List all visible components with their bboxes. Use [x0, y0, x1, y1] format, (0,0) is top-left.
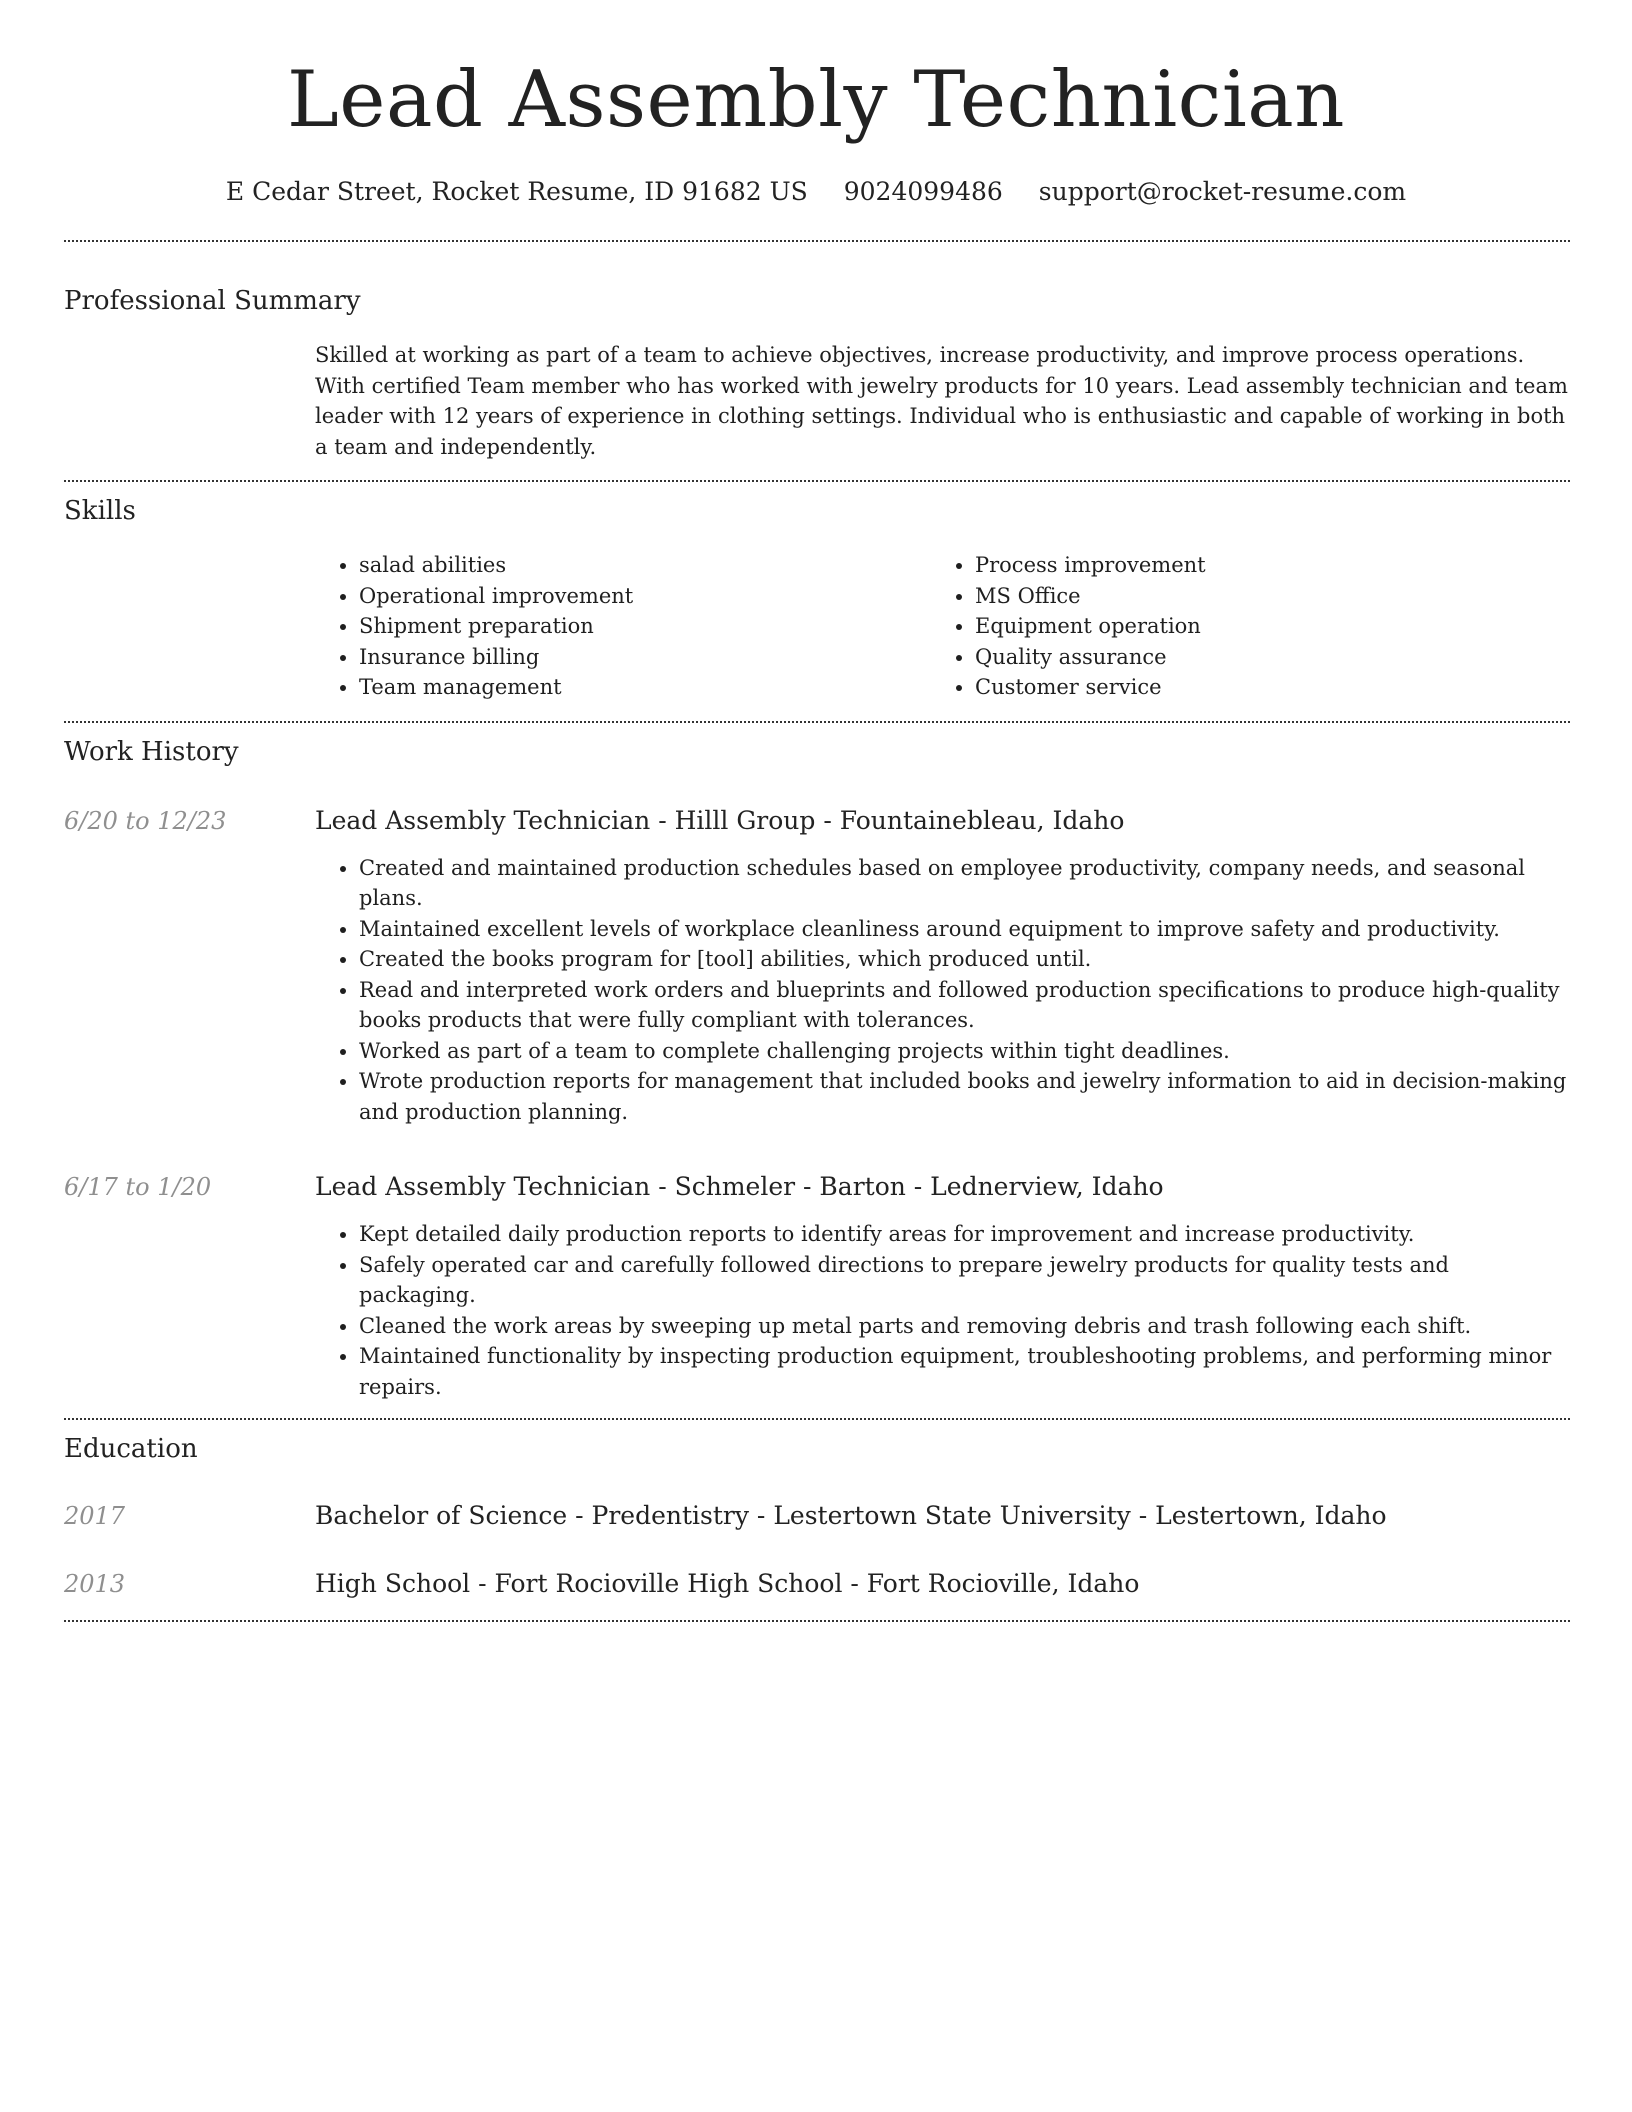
job-title: Lead Assembly Technician - Schmeler - Barton - Lednerview, Idaho — [315, 1172, 1164, 1201]
skill-item: • Equipment operation — [975, 611, 1547, 642]
skill-item: • Shipment preparation — [359, 611, 931, 642]
work-history-heading: Work History — [64, 736, 239, 767]
contact-phone: 9024099486 — [843, 177, 1003, 206]
job-duty: • Read and interpreted work orders and blueprints and followed production specifications to produce high-quality books products that were fully compliant with tolerances. — [359, 975, 1570, 1036]
resume-header — [0, 0, 1632, 208]
job-dates: 6/20 to 12/23 — [64, 806, 227, 835]
education-section — [64, 1420, 1570, 1620]
education-year: 2017 — [64, 1502, 126, 1530]
job-duty: • Created the books program for [tool] abilities, which produced until. — [359, 944, 1570, 975]
job-duty: • Wrote production reports for management that included books and jewelry information to aid in decision-making and production planning. — [359, 1066, 1570, 1127]
candidate-name: Lead Assembly Technician — [286, 55, 1346, 145]
job-duties-list — [315, 837, 1570, 1128]
job-duty: • Safely operated car and carefully followed directions to prepare jewelry products for quality tests and packaging. — [359, 1250, 1570, 1311]
education-entry — [64, 1532, 1570, 1620]
contact-email: support@rocket-resume.com — [1038, 177, 1407, 206]
summary-text: Skilled at working as part of a team to achieve objectives, increase productivity, and improve process operations. With certified Team member who has worked with jewelry products for 10 years. Lead assembly technician and team leader with 12 years of experience in clothing settings. Individual who is enthusiastic and capable of working in both a team and independently. — [315, 343, 1568, 459]
education-heading: Education — [64, 1434, 198, 1464]
summary-section — [64, 242, 1570, 480]
skill-item: • Team management — [359, 672, 931, 703]
skill-item: • Insurance billing — [359, 642, 931, 673]
contact-line — [0, 176, 1632, 208]
job-duties-list — [315, 1203, 1570, 1418]
skill-item: • MS Office — [975, 581, 1547, 612]
skills-section — [64, 482, 1570, 721]
skill-item: • Quality assurance — [975, 642, 1547, 673]
education-degree: High School - Fort Rocioville High School - Fort Rocioville, Idaho — [315, 1569, 1140, 1598]
education-entry — [64, 1466, 1570, 1532]
skills-list-right — [931, 550, 1547, 703]
skills-heading: Skills — [64, 496, 136, 526]
skill-item: • salad abilities — [359, 550, 931, 581]
education-year: 2013 — [64, 1570, 126, 1598]
skill-item: • Operational improvement — [359, 581, 931, 612]
job-duty: • Maintained functionality by inspecting production equipment, troubleshooting problems, and performing minor repairs. — [359, 1341, 1570, 1402]
skills-grid — [315, 528, 1570, 721]
job-duty: • Worked as part of a team to complete challenging projects within tight deadlines. — [359, 1036, 1570, 1067]
skills-list-left — [315, 550, 931, 703]
contact-address: E Cedar Street, Rocket Resume, ID 91682 US — [225, 177, 808, 206]
section-divider — [64, 1620, 1570, 1622]
skill-item: • Customer service — [975, 672, 1547, 703]
job-duty: • Created and maintained production schedules based on employee productivity, company needs, and seasonal plans. — [359, 853, 1570, 914]
job-entry — [64, 1127, 1570, 1418]
job-title: Lead Assembly Technician - Hilll Group - Fountainebleau, Idaho — [315, 805, 1125, 835]
summary-heading: Professional Summary — [64, 286, 361, 316]
job-duty: • Maintained excellent levels of workplace cleanliness around equipment to improve safety and productivity. — [359, 914, 1570, 945]
resume-content — [64, 240, 1570, 1622]
job-entry — [64, 769, 1570, 1128]
education-degree: Bachelor of Science - Predentistry - Lestertown State University - Lestertown, Idaho — [315, 1501, 1387, 1530]
job-duty: • Cleaned the work areas by sweeping up metal parts and removing debris and trash following each shift. — [359, 1311, 1570, 1342]
job-duty: • Kept detailed daily production reports to identify areas for improvement and increase productivity. — [359, 1219, 1570, 1250]
job-header — [64, 1171, 1570, 1203]
work-history-section — [64, 723, 1570, 1419]
job-dates: 6/17 to 1/20 — [64, 1173, 212, 1201]
skill-item: • Process improvement — [975, 550, 1547, 581]
job-header — [64, 805, 1570, 837]
